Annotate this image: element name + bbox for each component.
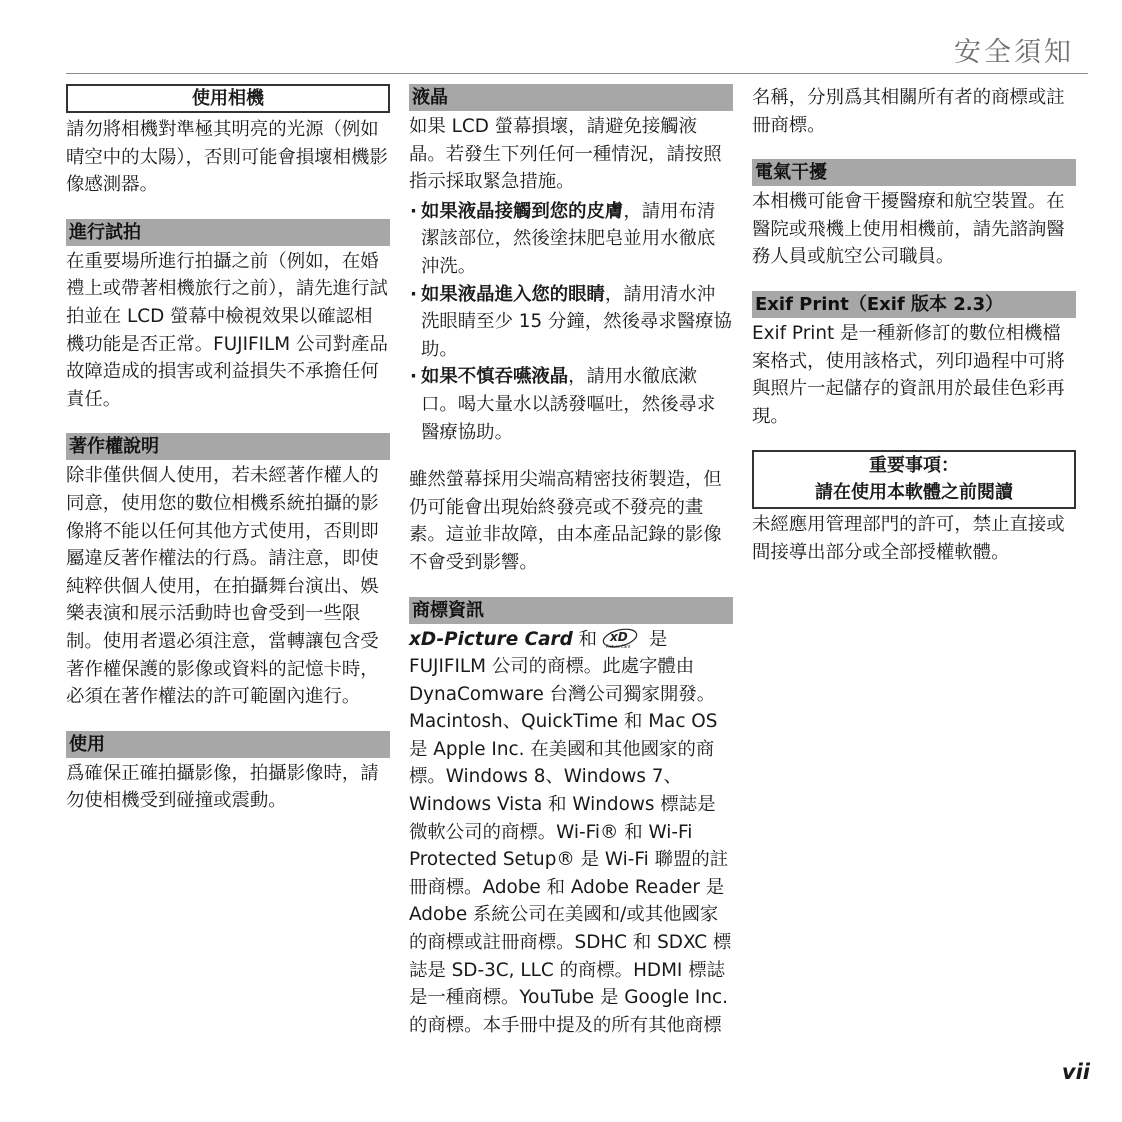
list-item	[409, 363, 733, 446]
list-item-lead: 如果不慎吞嚥液晶	[421, 366, 569, 388]
section-title-exif-print: Exif Print（Exif 版本 2.3）	[752, 291, 1076, 318]
list-item	[409, 198, 733, 281]
trademark-text: FUJIFILM 公司的商標。此處字體由 DynaComware 台灣公司獨家開發。Macintosh、QuickTime 和 Mac OS 是 Apple Inc. 在美國和其他國家的商標。Windows 8、Windows 7、Windows Vista 和 Windows 標誌是微軟公司的商標。Wi-Fi® 和 Wi-Fi Protected Setup® 是 Wi-Fi 聯盟的註冊商標。Adobe 和 Adobe Reader 是 Adobe 系統公司在美國和/或其他國家的商標或註冊商標。SDHC 和 SDXC 標誌是 SD-3C, LLC 的商標。HDMI 標誌是一種商標。YouTube 是 Google Inc. 的商標。本手冊中提及的所有其他商標	[409, 656, 732, 1036]
section-intro-lcd: 如果 LCD 螢幕損壞，請避免接觸液晶。若發生下列任何一種情況，請按照指示採取緊急措施。	[409, 116, 722, 193]
section-body-camera-use: 請勿將相機對準極其明亮的光源（例如晴空中的太陽），否則可能會損壞相機影像感測器。	[66, 119, 388, 196]
column-1	[66, 84, 390, 815]
section-body-copyright: 除非僅供個人使用，若未經著作權人的同意，使用您的數位相機系統拍攝的影像將不能以任何其他方式使用，否則即屬違反著作權法的行爲。請注意，即使純粹供個人使用，在拍攝舞台演出、娛樂表演和展示活動時也會受到一些限制。使用者還必須注意，當轉讓包含受著作權保護的影像或資料的記憶卡時，必須在著作權法的許可範圍內進行。	[66, 465, 379, 708]
list-item-text: ，請用水徹底漱口。喝大量水以誘發嘔吐，然後尋求醫療協助。	[421, 366, 716, 443]
section-body-test-shots: 在重要場所進行拍攝之前（例如，在婚禮上或帶著相機旅行之前），請先進行試拍並在 LCD 螢幕中檢視效果以確認相機功能是否正常。FUJIFILM 公司對產品故障造成的損害或利益損失不承擔任何責任。	[66, 250, 388, 410]
notice-line-2: 請在使用本軟體之前閱讀	[815, 482, 1013, 504]
list-item-text: ，請用清水沖洗眼睛至少 15 分鐘，然後尋求醫療協助。	[421, 283, 732, 360]
xd-picture-card-logo-icon	[601, 627, 639, 649]
trademark-continuation: 名稱，分別爲其相關所有者的商標或註冊商標。	[752, 87, 1065, 136]
section-title-handling: 使用	[66, 731, 390, 758]
list-item-lead: 如果液晶進入您的眼睛	[421, 283, 605, 305]
lcd-emergency-list	[409, 198, 733, 446]
section-body-handling: 爲確保正確拍攝影像，拍攝影像時，請勿使相機受到碰撞或震動。	[66, 762, 379, 812]
section-title-interference: 電氣干擾	[752, 159, 1076, 186]
section-title-test-shots: 進行試拍	[66, 219, 390, 246]
notice-line-1: 重要事項：	[869, 455, 959, 477]
notice-body: 未經應用管理部門的許可，禁止直接或間接導出部分或全部授權軟體。	[752, 514, 1065, 563]
and-text: 和	[572, 628, 598, 650]
page-title: 安全須知	[954, 37, 1074, 68]
list-item-text: ，請用布清潔該部位，然後塗抹肥皂並用水徹底沖洗。	[421, 200, 716, 277]
is-text: 是	[643, 628, 668, 650]
column-3	[752, 84, 1076, 567]
page-number: vii	[1061, 1060, 1090, 1084]
section-body-exif-print: Exif Print 是一種新修訂的數位相機檔案格式，使用該格式，列印過程中可將與照片一起儲存的資訊用於最佳色彩再現。	[752, 322, 1065, 427]
title-rule	[66, 73, 1088, 74]
list-item	[409, 281, 733, 364]
section-title-trademarks: 商標資訊	[409, 597, 733, 624]
section-title-camera-use: 使用相機	[66, 84, 390, 113]
xd-picture-card-name: xD-Picture Card	[409, 628, 573, 650]
important-notice-box	[752, 450, 1076, 509]
xd-logo-mark: xD	[610, 629, 628, 644]
xd-logo-subtext: Picture Card	[606, 643, 631, 649]
column-2	[409, 84, 733, 1039]
list-item-lead: 如果液晶接觸到您的皮膚	[421, 200, 624, 222]
section-body-interference: 本相機可能會干擾醫療和航空裝置。在醫院或飛機上使用相機前，請先諮詢醫務人員或航空公司職員。	[752, 191, 1065, 268]
section-title-lcd: 液晶	[409, 84, 733, 111]
section-outro-lcd: 雖然螢幕採用尖端高精密技術製造，但仍可能會出現始終發亮或不發亮的畫素。這並非故障，由本產品記錄的影像不會受到影響。	[409, 469, 722, 573]
section-body-trademarks	[409, 626, 733, 1040]
section-title-copyright: 著作權說明	[66, 433, 390, 460]
